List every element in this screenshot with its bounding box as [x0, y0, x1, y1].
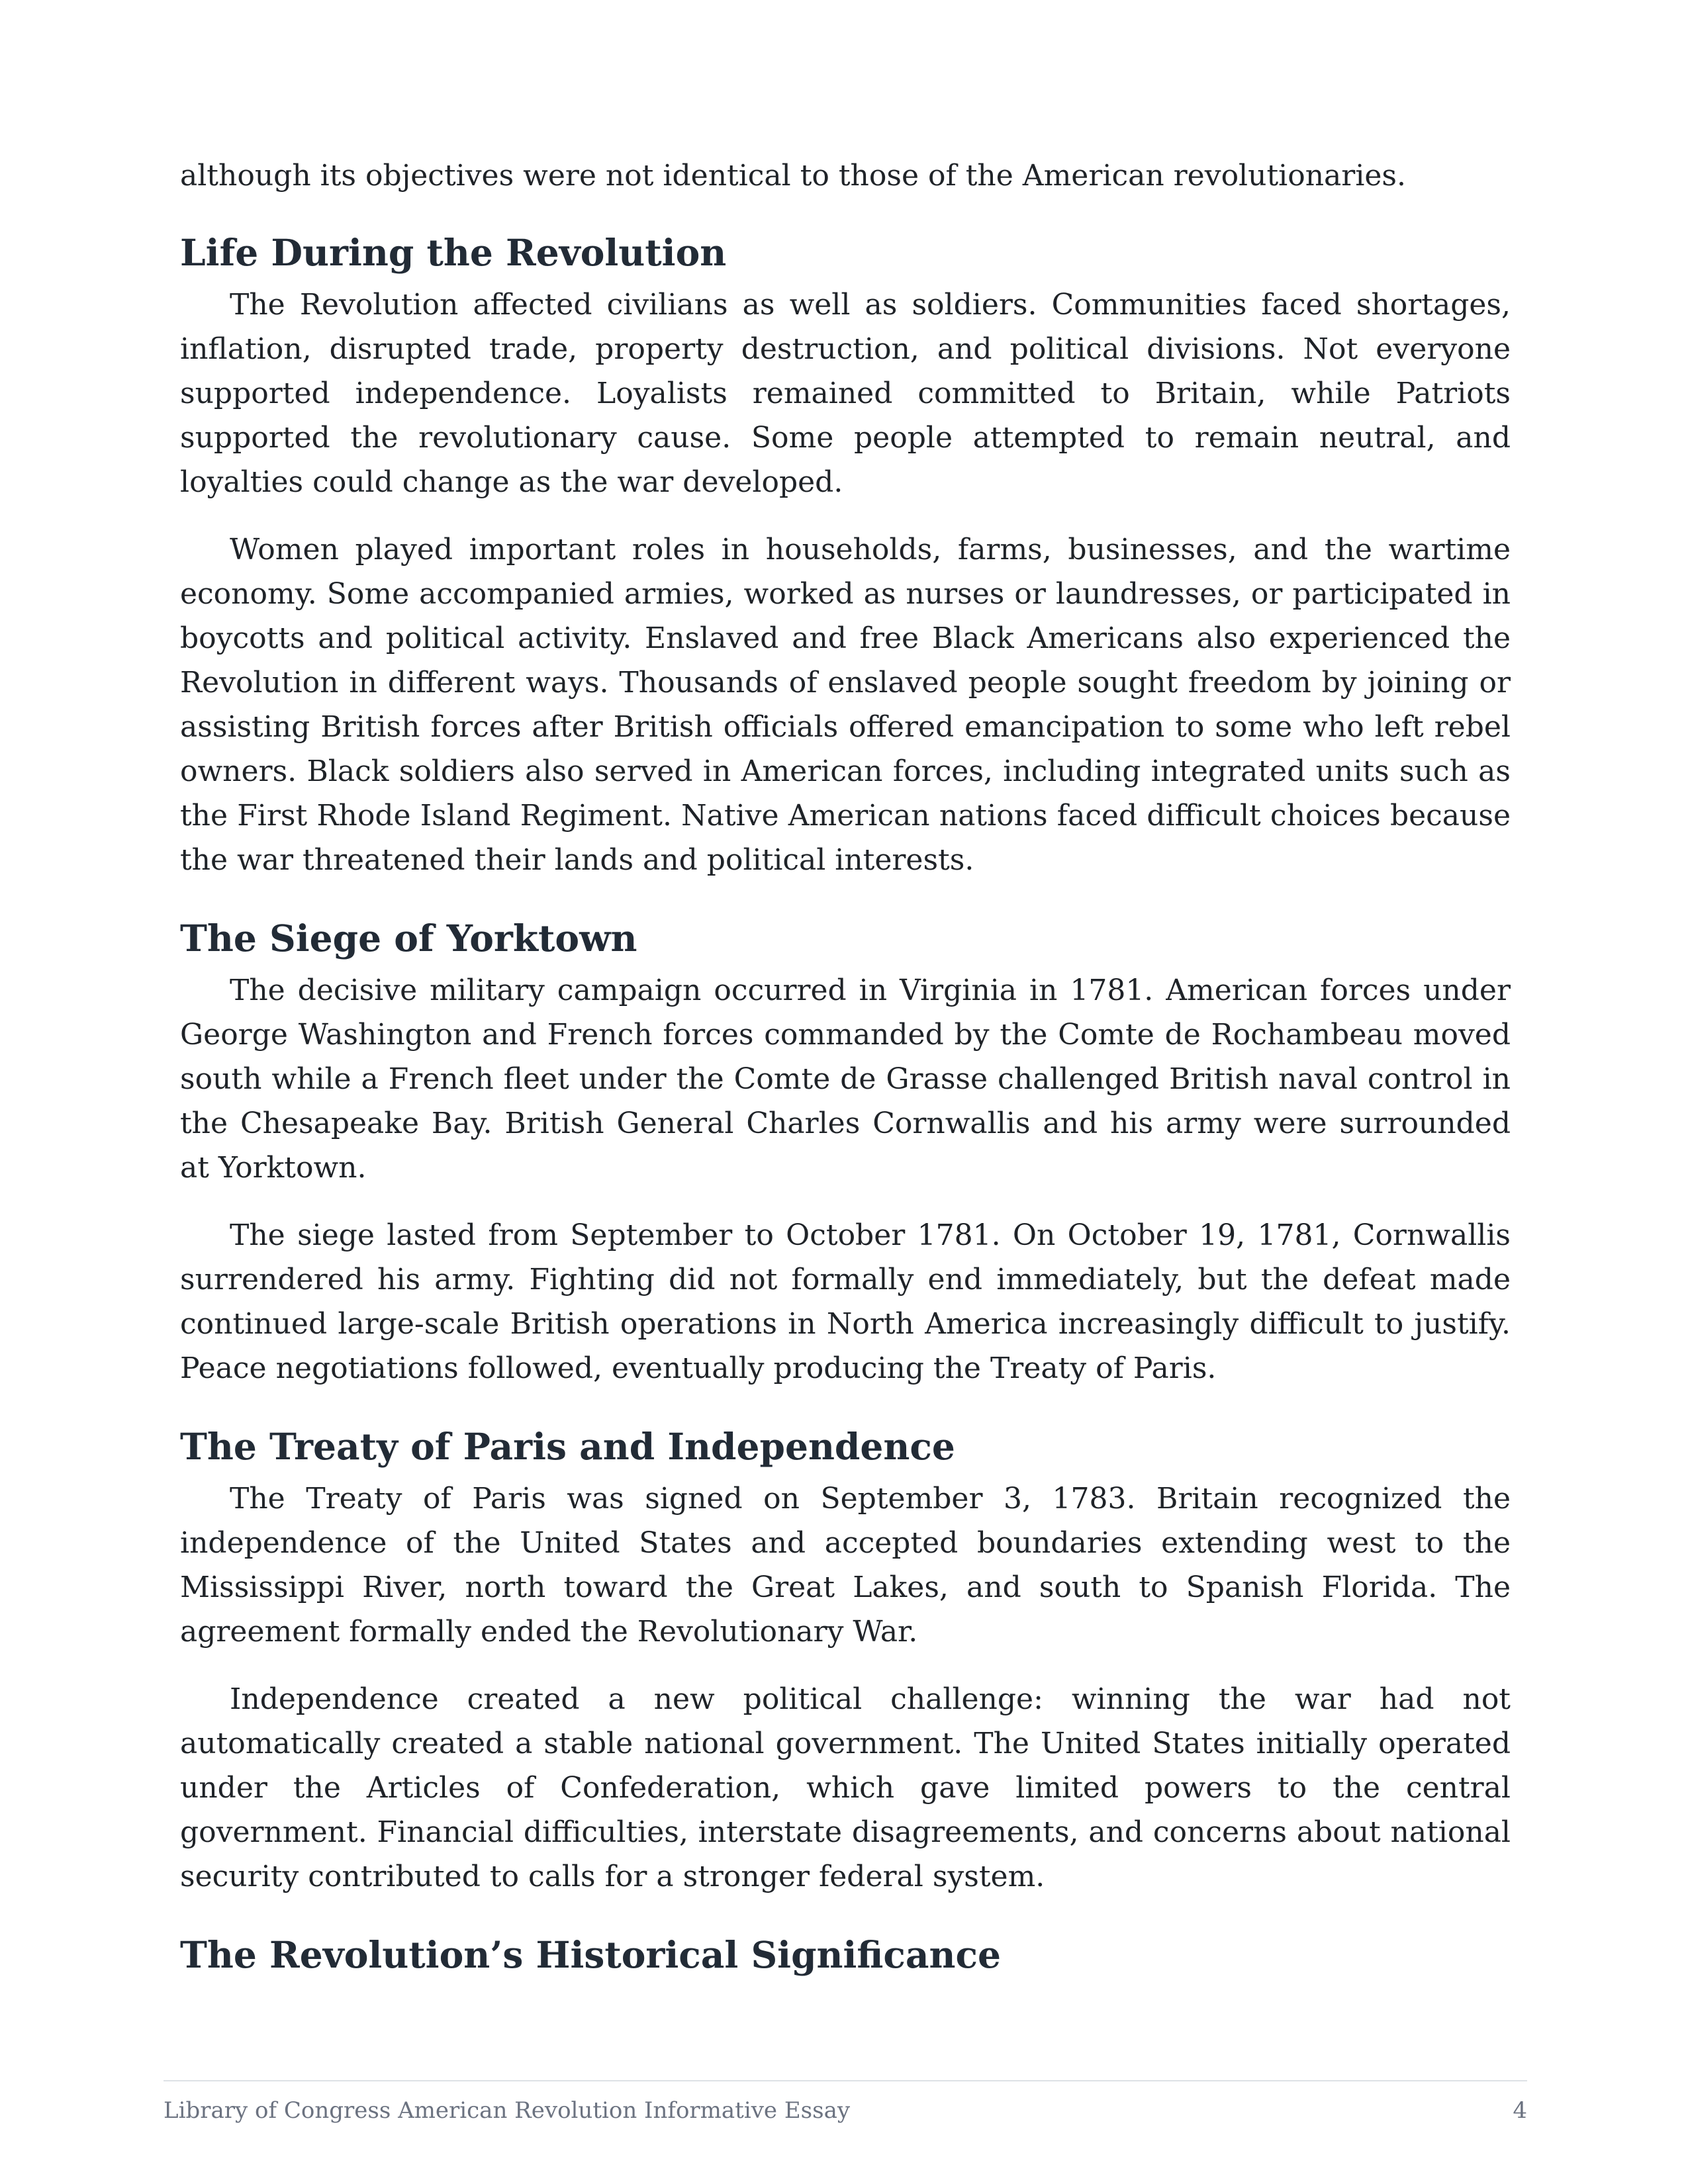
document-body — [180, 154, 1511, 1985]
section-heading-siege-of-yorktown: The Siege of Yorktown — [180, 917, 637, 960]
body-paragraph: The decisive military campaign occurred in Virginia in 1781. American forces under George Washington and French forces commanded by the Comte de Rochambeau moved south while a French fleet under the Comte de Grasse challenged British naval control in the Chesapeake Bay. British General Charles Cornwallis and his army were surrounded at Yorktown. — [180, 974, 1511, 1185]
body-paragraph: Women played important roles in households, farms, businesses, and the wartime economy. Some accompanied armies, worked as nurses or laundresses, or participated in boycotts and political activity. Enslaved and free Black Americans also experienced the Revolution in different ways. Thousands of enslaved people sought freedom by joining or assisting British forces after British officials offered emancipation to some who left rebel owners. Black soldiers also served in American forces, including integrated units such as the First Rhode Island Regiment. Native American nations faced difficult choices because the war threatened their lands and political interests. — [180, 533, 1511, 877]
footer-page-number: 4 — [1513, 2097, 1527, 2124]
section-heading-historical-significance: The Revolution’s Historical Significance — [180, 1933, 1001, 1976]
body-paragraph: Independence created a new political challenge: winning the war had not automatically created a stable national government. The United States initially operated under the Articles of Confederation, which gave limited powers to the central government. Financial difficulties, interstate disagreements, and concerns about national security contributed to calls for a stronger federal system. — [180, 1682, 1511, 1893]
body-paragraph-continuation: although its objectives were not identical to those of the American revolutionaries. — [180, 159, 1406, 193]
body-paragraph: The Treaty of Paris was signed on September 3, 1783. Britain recognized the independence of the United States and accepted boundaries extending west to the Mississippi River, north toward the Great Lakes, and south to Spanish Florida. The agreement formally ended the Revolutionary War. — [180, 1482, 1511, 1649]
section-heading-life-during-revolution: Life During the Revolution — [180, 231, 727, 274]
page-footer — [164, 2080, 1527, 2124]
body-paragraph: The siege lasted from September to October 1781. On October 19, 1781, Cornwallis surrendered his army. Fighting did not formally end immediately, but the defeat made continued large-scale British operations in North America increasingly difficult to justify. Peace negotiations followed, eventually producing the Treaty of Paris. — [180, 1218, 1511, 1385]
body-paragraph: The Revolution affected civilians as well as soldiers. Communities faced shortages, inflation, disrupted trade, property destruction, and political divisions. Not everyone supported independence. Loyalists remained committed to Britain, while Patriots supported the revolutionary cause. Some people attempted to remain neutral, and loyalties could change as the war developed. — [180, 288, 1511, 499]
section-heading-treaty-of-paris: The Treaty of Paris and Independence — [180, 1425, 955, 1468]
footer-document-title: Library of Congress American Revolution Informative Essay — [164, 2097, 851, 2124]
